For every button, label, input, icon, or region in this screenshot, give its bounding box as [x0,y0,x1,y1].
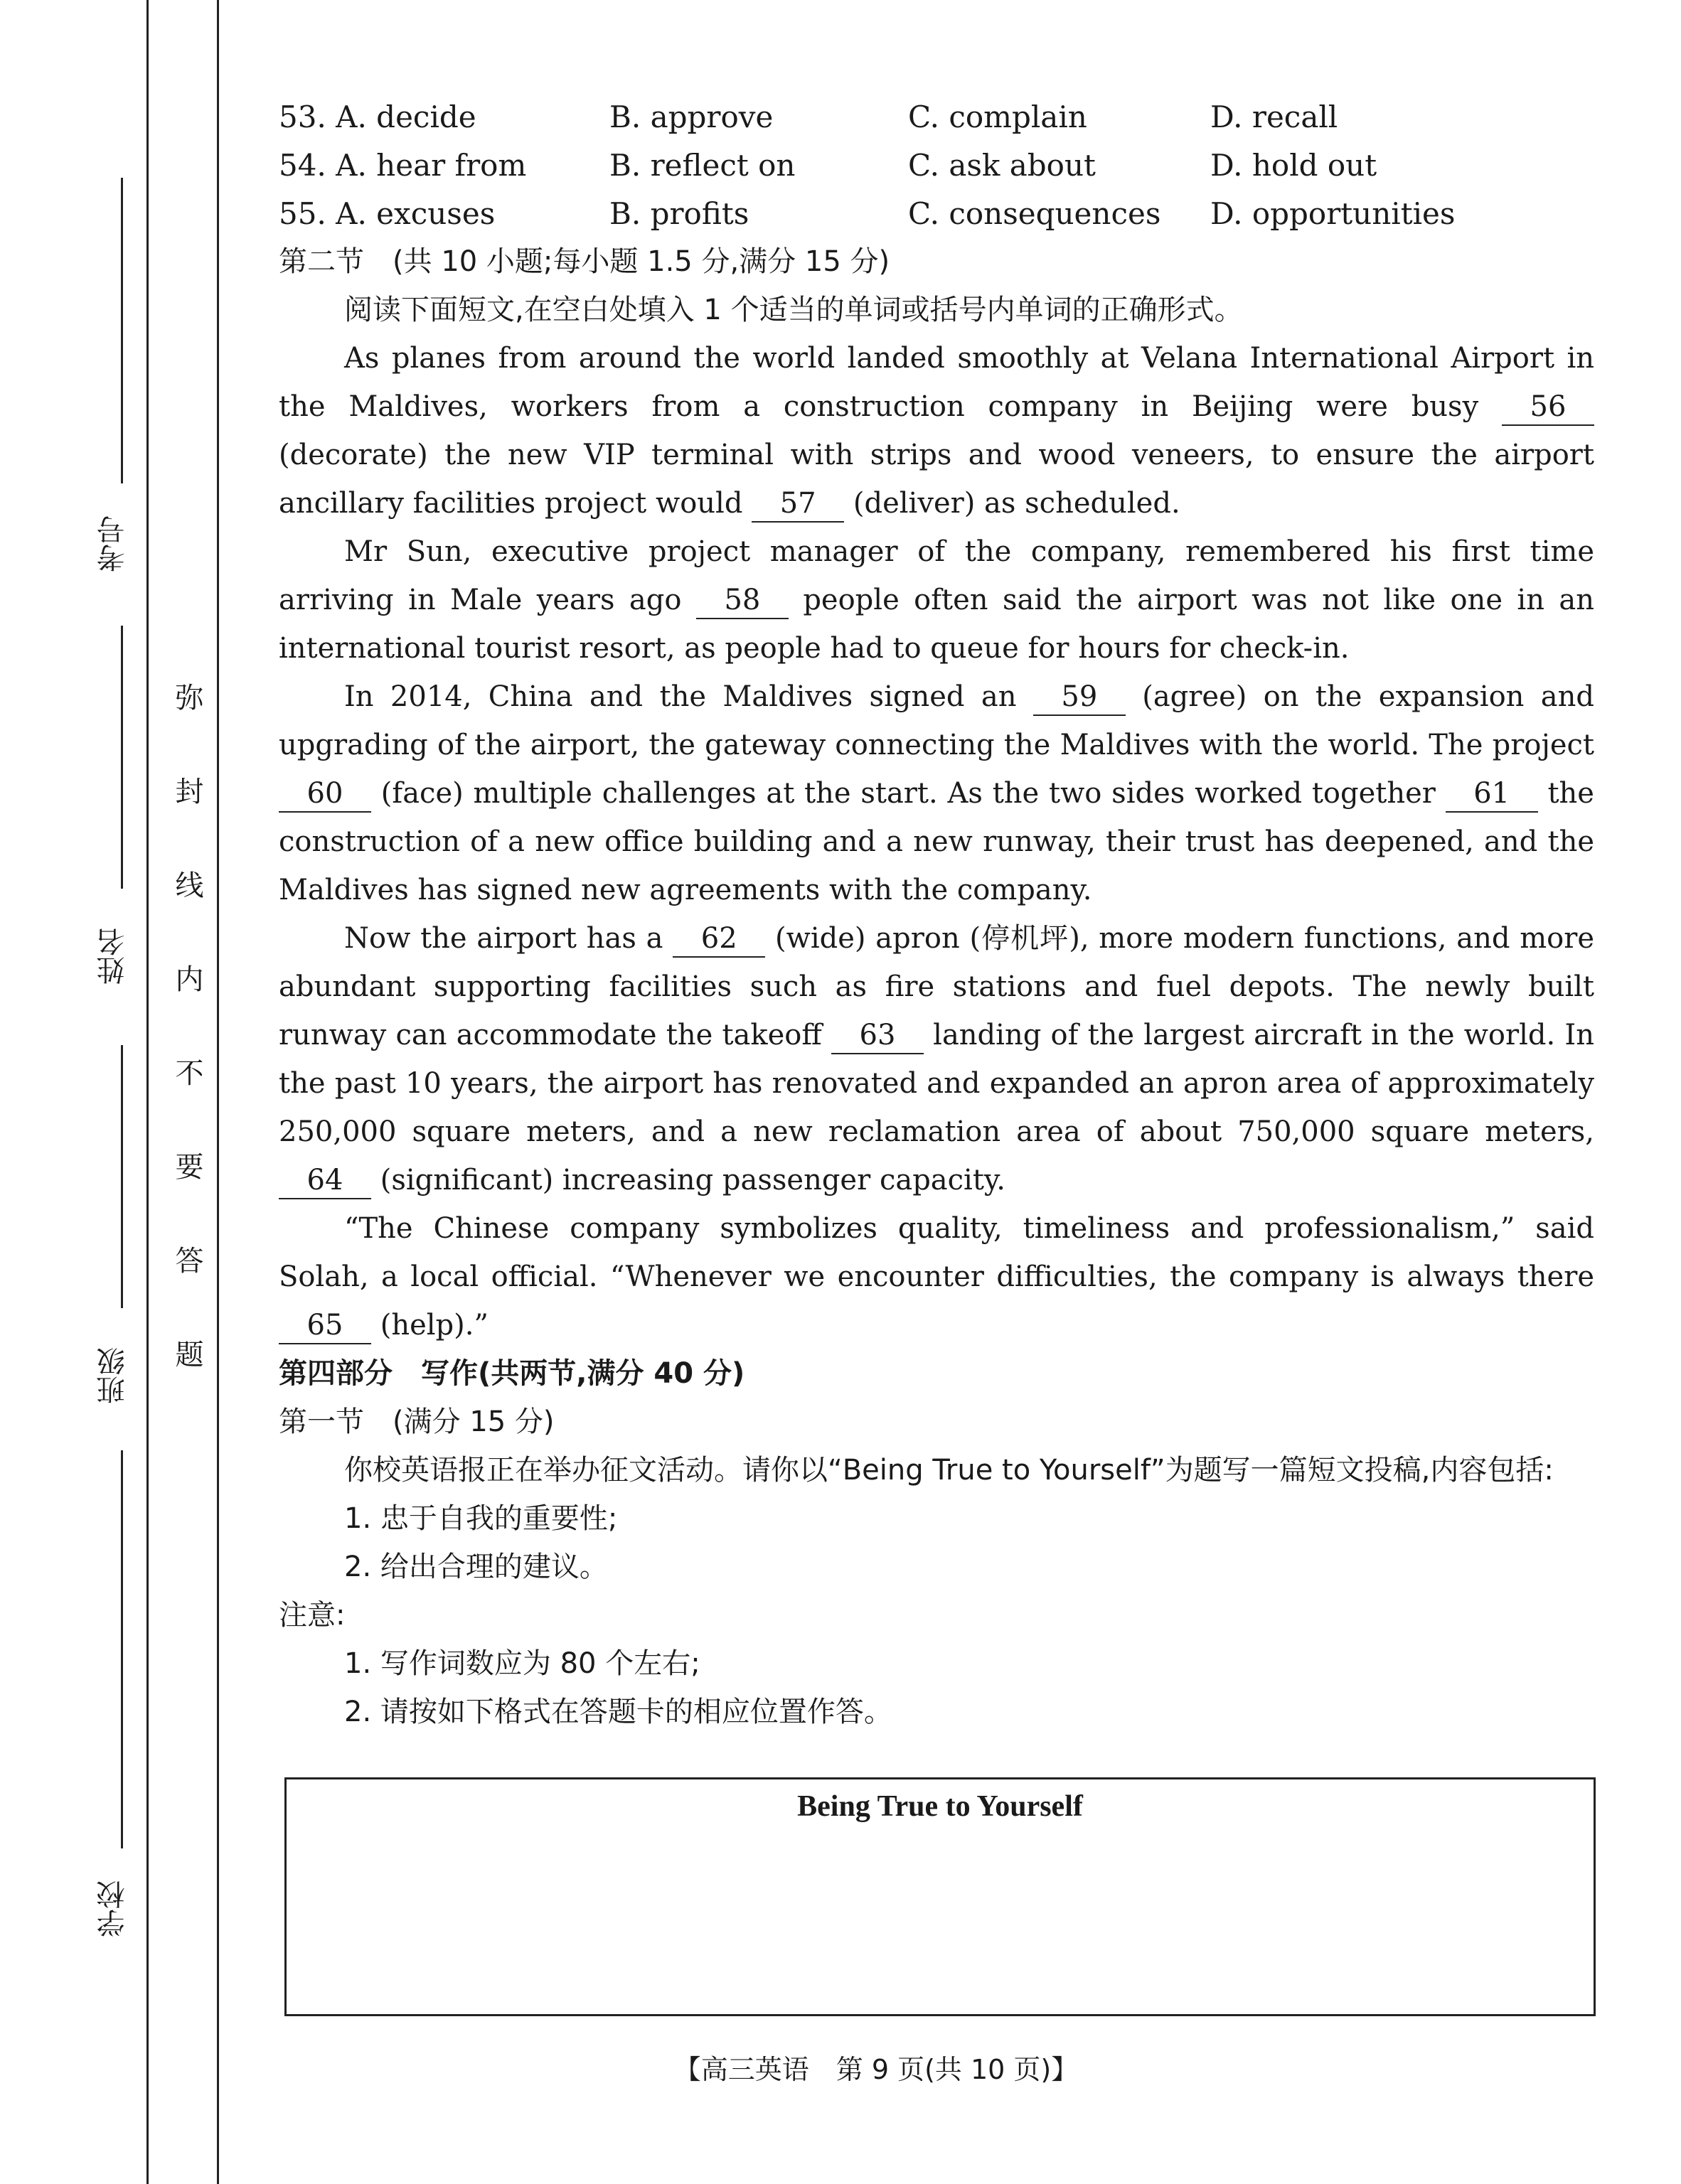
option-53-a: 53. A. decide [279,99,476,134]
writing-point-2: 2. 给出合理的建议。 [344,1551,608,1583]
blank-60[interactable]: 60 [279,776,371,813]
blank-56[interactable]: 56 [1502,389,1594,426]
p4-text-b: (wide) apron (停机坪), more modern functions, and more abundant supporting facilities such as fire stations and fuel depots. The newly built runway can accommodate the takeoff [279,922,1595,1051]
exam-number-write-line [121,178,123,483]
sealing-notice: 弥封线内不要答题 [171,682,203,1433]
note-label: 注意: [279,1599,346,1632]
blank-59[interactable]: 59 [1033,679,1126,716]
writing-task: 你校英语报正在举办征文活动。请你以“Being True to Yourself”为题写一篇短文投稿,内容包括: [344,1454,1554,1487]
school-write-line [121,1450,123,1848]
blank-63[interactable]: 63 [831,1017,924,1054]
option-55-d: D. opportunities [1210,196,1456,231]
option-54-b: B. reflect on [609,147,796,183]
section-2-instruction: 阅读下面短文,在空白处填入 1 个适当的单词或括号内单词的正确形式。 [344,294,1243,326]
binding-line-inner [217,0,219,2184]
p3-text-c: (face) multiple challenges at the start. As the two sides worked together [371,777,1446,810]
passage-paragraph-4 [279,914,1594,1204]
p4-text-a: Now the airport has a [344,922,673,955]
field-name [71,626,149,1024]
option-54-d: D. hold out [1210,147,1377,183]
option-55-b: B. profits [609,196,749,231]
p1-text-d: (deliver) as scheduled. [844,487,1180,520]
p3-text-d: the construction of a new office building and a new runway, their trust has deepened, and the Maldives has signed new agreements with the company. [279,777,1594,906]
p4-text-d: (significant) increasing passenger capacity. [371,1164,1005,1197]
school-label: 学校 [97,1880,129,1937]
field-exam-number [71,178,149,619]
blank-62[interactable]: 62 [673,921,765,958]
option-54-a: 54. A. hear from [279,147,527,183]
part-4-heading [279,1349,1594,1398]
part-4-title: 第四部分 写作(共两节,满分 40 分) [279,1357,745,1390]
p5-text-b: (help).” [371,1309,489,1342]
option-53-c: C. complain [908,99,1087,134]
option-54-c: C. ask about [908,147,1096,183]
passage-paragraph-3 [279,673,1594,914]
question-53-options [279,92,1594,141]
option-55-c: C. consequences [908,196,1161,231]
p2-text-b: people often said the airport was not like one in an international tourist resort, as people had to queue for hours for check-in. [279,584,1594,665]
page-content [279,92,1594,1736]
note-1: 1. 写作词数应为 80 个左右; [344,1647,700,1680]
passage-paragraph-2 [279,528,1594,673]
name-write-line [121,626,123,889]
blank-57[interactable]: 57 [752,486,844,523]
p4-text-c: landing of the largest aircraft in the world. In the past 10 years, the airport has renovated and expanded an apron area of approximately 250,000 square meters, and a new reclamation area of about 750,000 square meters, [279,1019,1594,1148]
writing-section-1-heading: 第一节 (满分 15 分) [279,1406,555,1438]
page-number: 【高三英语 第 9 页(共 10 页)】 [673,2054,1079,2085]
field-class [71,1045,149,1443]
passage-paragraph-5 [279,1204,1594,1349]
passage-paragraph-1 [279,334,1594,528]
writing-point-1: 1. 忠于自我的重要性; [344,1502,618,1535]
blank-61[interactable]: 61 [1446,776,1538,813]
option-55-a: 55. A. excuses [279,196,496,231]
answer-box-title: Being True to Yourself [797,1790,1083,1823]
field-school [71,1450,149,1948]
option-53-b: B. approve [609,99,774,134]
question-55-options [279,189,1594,237]
answer-format-box [284,1777,1596,2016]
name-label: 姓名 [97,928,129,985]
question-54-options [279,141,1594,189]
p2-text-a: Mr Sun, executive project manager of the company, remembered his first time arriving in Male years ago [279,535,1594,616]
page-footer [0,2048,1681,2087]
p3-text-a: In 2014, China and the Maldives signed an [344,680,1033,713]
p1-text-c: (decorate) the new VIP terminal with strips and wood veneers, to ensure the airport ancillary facilities project would [279,439,1594,520]
p5-text-a: “The Chinese company symbolizes quality, timeliness and professionalism,” said Solah, a local official. “Whenever we encounter difficulties, the company is always there [279,1212,1594,1293]
class-label: 班级 [97,1347,129,1404]
p1-text-a: As planes from around the world landed smoothly at Velana International Airport in the Maldives, workers from a construction company in Beijing were busy [279,342,1594,423]
exam-number-label: 考号 [97,515,129,572]
blank-64[interactable]: 64 [279,1162,371,1199]
class-write-line [121,1045,123,1308]
note-2: 2. 请按如下格式在答题卡的相应位置作答。 [344,1696,892,1728]
blank-58[interactable]: 58 [696,582,789,619]
section-2-heading: 第二节 (共 10 小题;每小题 1.5 分,满分 15 分) [279,245,890,278]
p3-text-b: (agree) on the expansion and upgrading of the airport, the gateway connecting the Maldives with the world. The project [279,680,1594,761]
option-53-d: D. recall [1210,99,1338,134]
blank-65[interactable]: 65 [279,1307,371,1344]
